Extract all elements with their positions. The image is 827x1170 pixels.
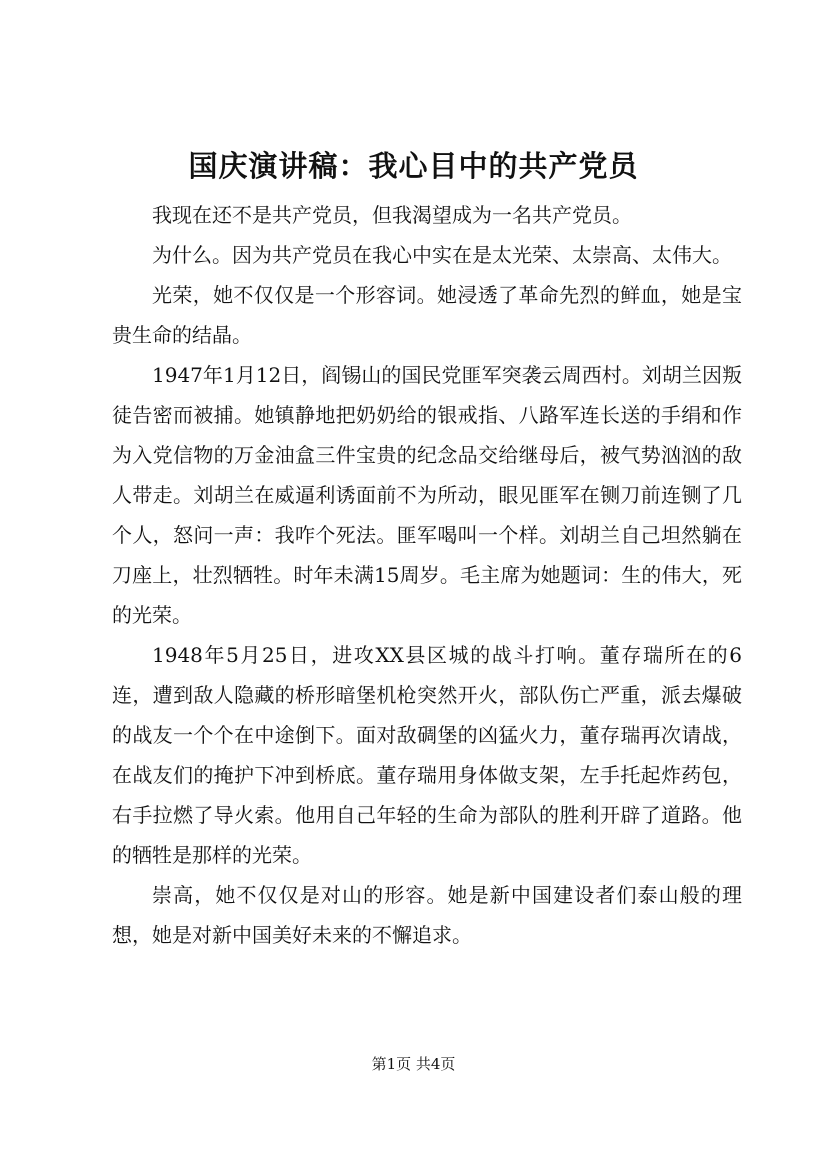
paragraph: 光荣，她不仅仅是一个形容词。她浸透了革命先烈的鲜血，她是宝贵生命的结晶。 xyxy=(112,283,742,347)
paragraph: 1948年5月25日，进攻XX县区城的战斗打响。董存瑞所在的6连，遭到敌人隐藏的桥形暗堡机枪突然开火，部队伤亡严重，派去爆破的战友一个个在中途倒下。面对敌碉堡的凶猛火力，董存瑞再次请战，在战友们的掩护下冲到桥底。董存瑞用身体做支架，左手托起炸药包，右手拉燃了导火索。他用自己年轻的生命为部队的胜利开辟了道路。他的牺牲是那样的光荣。 xyxy=(112,643,742,867)
paragraph: 我现在还不是共产党员，但我渴望成为一名共产党员。 xyxy=(152,203,632,227)
page-indicator: 第1页 共4页 xyxy=(371,1055,456,1073)
document-body xyxy=(112,195,742,955)
document-title: 国庆演讲稿：我心目中的共产党员 xyxy=(188,149,639,183)
paragraph: 崇高，她不仅仅是对山的形容。她是新中国建设者们泰山般的理想，她是对新中国美好未来的不懈追求。 xyxy=(112,883,742,947)
page-footer xyxy=(0,1054,827,1074)
paragraph: 为什么。因为共产党员在我心中实在是太光荣、太崇高、太伟大。 xyxy=(152,243,732,267)
paragraph: 1947年1月12日，阎锡山的国民党匪军突袭云周西村。刘胡兰因叛徒告密而被捕。她镇静地把奶奶给的银戒指、八路军连长送的手绢和作为入党信物的万金油盒三件宝贵的纪念品交给继母后，被气势汹汹的敌人带走。刘胡兰在威逼利诱面前不为所动，眼见匪军在铡刀前连铡了几个人，怒问一声：我咋个死法。匪军喝叫一个样。刘胡兰自己坦然躺在刀座上，壮烈牺牲。时年未满15周岁。毛主席为她题词：生的伟大，死的光荣。 xyxy=(112,363,742,627)
